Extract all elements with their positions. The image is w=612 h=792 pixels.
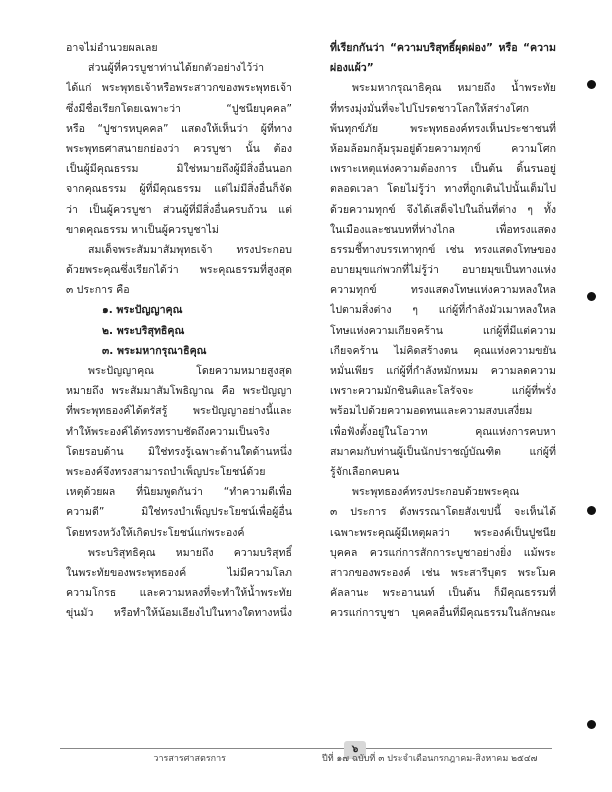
text-line: ที่เรียกกันว่า “ความบริสุทธิ์ผุดผ่อง” หรือ “ความ bbox=[330, 42, 556, 54]
text-line: รู้จักเลือกคบคน bbox=[330, 465, 400, 478]
text-line: โดยทรงหวังให้เกิดประโยชน์แก่พระองค์ bbox=[66, 526, 245, 539]
text-line: ความดี” มิใช่ทรงบำเพ็ญประโยชน์เพื่อผู้อื่น bbox=[66, 506, 292, 519]
text-line: เฉพาะพระคุณผู้มีเหตุผลว่า พระองค์เป็นปูชนีย bbox=[330, 526, 556, 539]
binder-hole-icon bbox=[587, 80, 596, 89]
text-line: เกียจคร้าน ไม่คิดสร้างตน คุณแห่งความขยัน bbox=[330, 344, 556, 357]
text-line: หมายถึง พระสัมมาสัมโพธิญาณ คือ พระปัญญา bbox=[66, 385, 292, 398]
text-line: เพราะความมักชินติและโลรัจจะ แก่ผู้ที่พรั่ง bbox=[330, 385, 556, 398]
text-line: ขุ่นมัว หรือทำให้น้อมเอียงไปในทางใดทางหนึ่ง bbox=[66, 607, 292, 620]
binder-hole-icon bbox=[587, 292, 596, 301]
text-line: ในพระทัยของพระพุทธองค์ ไม่มีความโลภ bbox=[66, 566, 292, 579]
text-line: เป็นผู้มีคุณธรรม มิใช่หมายถึงผู้มีสิ่งอื่นนอก bbox=[66, 163, 292, 176]
text-line: ๑. พระปัญญาคุณ bbox=[102, 304, 183, 317]
text-line: เหตุด้วยผล ที่นิยมพูดกันว่า “ทำความดีเพื่อ bbox=[66, 486, 292, 499]
text-line: ด้วยความทุกข์ จึงได้เสด็จไปในถิ่นที่ต่าง ๆ ทั้ง bbox=[330, 203, 556, 216]
text-line: สาวกของพระองค์ เช่น พระสารีบุตร พระโมค bbox=[330, 566, 556, 579]
text-line: ตลอดเวลา โดยไม่รู้ว่า ทางที่ถูกเดินไปนั้นเต็มไป bbox=[330, 183, 556, 196]
text-line: พ้นทุกข์ภัย พระพุทธองค์ทรงเห็นประชาชนที่ bbox=[330, 122, 556, 135]
text-line: พระปัญญาคุณ โดยความหมายสูงสุด bbox=[88, 365, 292, 377]
text-line: ห้อมล้อมกลุ้มรุมอยู่ด้วยความทุกข์ ความโศก bbox=[330, 142, 556, 155]
text-line: จากคุณธรรม ผู้ที่มีคุณธรรม แต่ไม่มีสิ่งอื่นก็จัด bbox=[66, 183, 292, 196]
text-line: ทำให้พระองค์ได้ทรงทราบชัดถึงความเป็นจริง bbox=[66, 425, 270, 438]
text-line: พระพุทธศาสนายกย่องว่า ควรบูชา นั้น ต้อง bbox=[66, 142, 292, 155]
text-line: ซึ่งมีชื่อเรียกโดยเฉพาะว่า “ปูชนียบุคคล” bbox=[66, 102, 292, 115]
text-line: ธรรมชี้ทางบรรเทาทุกข์ เช่น ทรงแสดงโทษของ bbox=[330, 243, 556, 256]
page-number: ๖ bbox=[344, 741, 366, 759]
page-footer bbox=[60, 744, 552, 765]
text-line: ที่พระพุทธองค์ได้ตรัสรู้ พระปัญญาอย่างนี้และ bbox=[66, 405, 292, 418]
text-line: ได้แก่ พระพุทธเจ้าหรือพระสาวกของพระพุทธเจ้า bbox=[66, 82, 292, 95]
text-line: ควรแก่การบูชา บุคคลอื่นที่มีคุณธรรมในลักษณะ bbox=[330, 607, 556, 620]
text-line: เพื่อฟังตั้งอยู่ในโอวาท คุณแห่งการคบหา bbox=[330, 425, 556, 438]
text-line: พระมหากรุณาธิคุณ หมายถึง น้ำพระทัย bbox=[352, 82, 556, 95]
text-line: คัลลานะ พระอานนท์ เป็นต้น ก็มีคุณธรรมที่ bbox=[330, 587, 556, 600]
text-line: อบายมุขแก่พวกที่ไม่รู้ว่า อบายมุขเป็นทางแห่ง bbox=[330, 264, 556, 277]
text-line: ความโกรธ และความหลงที่จะทำให้น้ำพระทัย bbox=[66, 587, 292, 600]
text-line: ด้วยพระคุณซึ่งเรียกได้ว่า พระคุณธรรมที่สูงสุด bbox=[66, 264, 292, 277]
text-line: ไปตามสิ่งต่าง ๆ แก่ผู้ที่กำลังมัวเมาหลงใหล bbox=[330, 304, 556, 317]
text-line: โดยรอบด้าน มิใช่ทรงรู้เฉพาะด้านใดด้านหนึ่ง bbox=[66, 445, 292, 458]
text-line: ๓. พระมหากรุณาธิคุณ bbox=[102, 344, 207, 357]
text-line: ๓ ประการ คือ bbox=[66, 284, 130, 297]
binder-hole-icon bbox=[587, 720, 596, 729]
text-line: ผ่องแผ้ว” bbox=[330, 62, 374, 75]
text-line: ความทุกข์ ทรงแสดงโทษแห่งความหลงใหล bbox=[330, 284, 556, 297]
text-line: เพราะเหตุแห่งความต้องการ เป็นต้น ดิ้นรนอยู่ bbox=[330, 163, 556, 176]
text-line: พระพุทธองค์ทรงประกอบด้วยพระคุณ bbox=[352, 486, 520, 499]
text-line: สมาคมกับท่านผู้เป็นนักปราชญ์บัณฑิต แก่ผู้ที่ bbox=[330, 445, 556, 458]
right-text-column bbox=[330, 38, 556, 623]
text-line: อาจไม่อำนวยผลเลย bbox=[66, 42, 158, 54]
text-line: หรือ “ปูชารหบุคคล” แสดงให้เห็นว่า ผู้ที่ทาง bbox=[66, 122, 292, 135]
text-line: โทษแห่งความเกียจคร้าน แก่ผู้ที่มีแต่ความ bbox=[330, 324, 556, 337]
text-line: บุคคล ควรแก่การสักการะบูชาอย่างยิ่ง แม้พระ bbox=[330, 546, 556, 559]
text-line: ว่า เป็นผู้ควรบูชา ส่วนผู้ที่มีสิ่งอื่นครบถ้วน แต่ bbox=[66, 203, 292, 216]
text-line: สมเด็จพระสัมมาสัมพุทธเจ้า ทรงประกอบ bbox=[88, 243, 292, 256]
text-line: ๓ ประการ ดังพรรณาโดยสังเขปนี้ จะเห็นได้ bbox=[330, 506, 556, 519]
left-text-column bbox=[66, 38, 292, 623]
issue-info: ปีที่ ๑๗ ฉบับที่ ๓ ประจำเดือนกรกฎาคม-สิงหาคม ๒๕๔๗ bbox=[322, 754, 538, 764]
text-line: หมั่นเพียร แก่ผู้ที่กำลังหมักหมม ความลดความ bbox=[330, 365, 556, 377]
text-line: ขาดคุณธรรม หาเป็นผู้ควรบูชาไม่ bbox=[66, 223, 219, 236]
binder-hole-icon bbox=[587, 506, 596, 515]
text-line: พระบริสุทธิคุณ หมายถึง ความบริสุทธิ์ bbox=[88, 546, 292, 559]
text-line: พร้อมไปด้วยความอดทนและความสงบเสงี่ยม bbox=[330, 405, 533, 418]
text-line: พระองค์จึงทรงสามารถบำเพ็ญประโยชน์ด้วย bbox=[66, 465, 266, 478]
text-line: ส่วนผู้ที่ควรบูชาท่านได้ยกตัวอย่างไว้ว่า bbox=[88, 62, 265, 75]
text-line: ในเมืองและชนบทที่ห่างไกล เพื่อทรงแสดง bbox=[330, 223, 556, 236]
journal-name: วารสารศาสตรการ bbox=[153, 754, 226, 764]
text-line: ที่ทรงมุ่งมั่นที่จะไปโปรดชาวโลกให้สร่างโศก bbox=[330, 102, 530, 115]
text-line: ๒. พระบริสุทธิคุณ bbox=[102, 324, 185, 337]
